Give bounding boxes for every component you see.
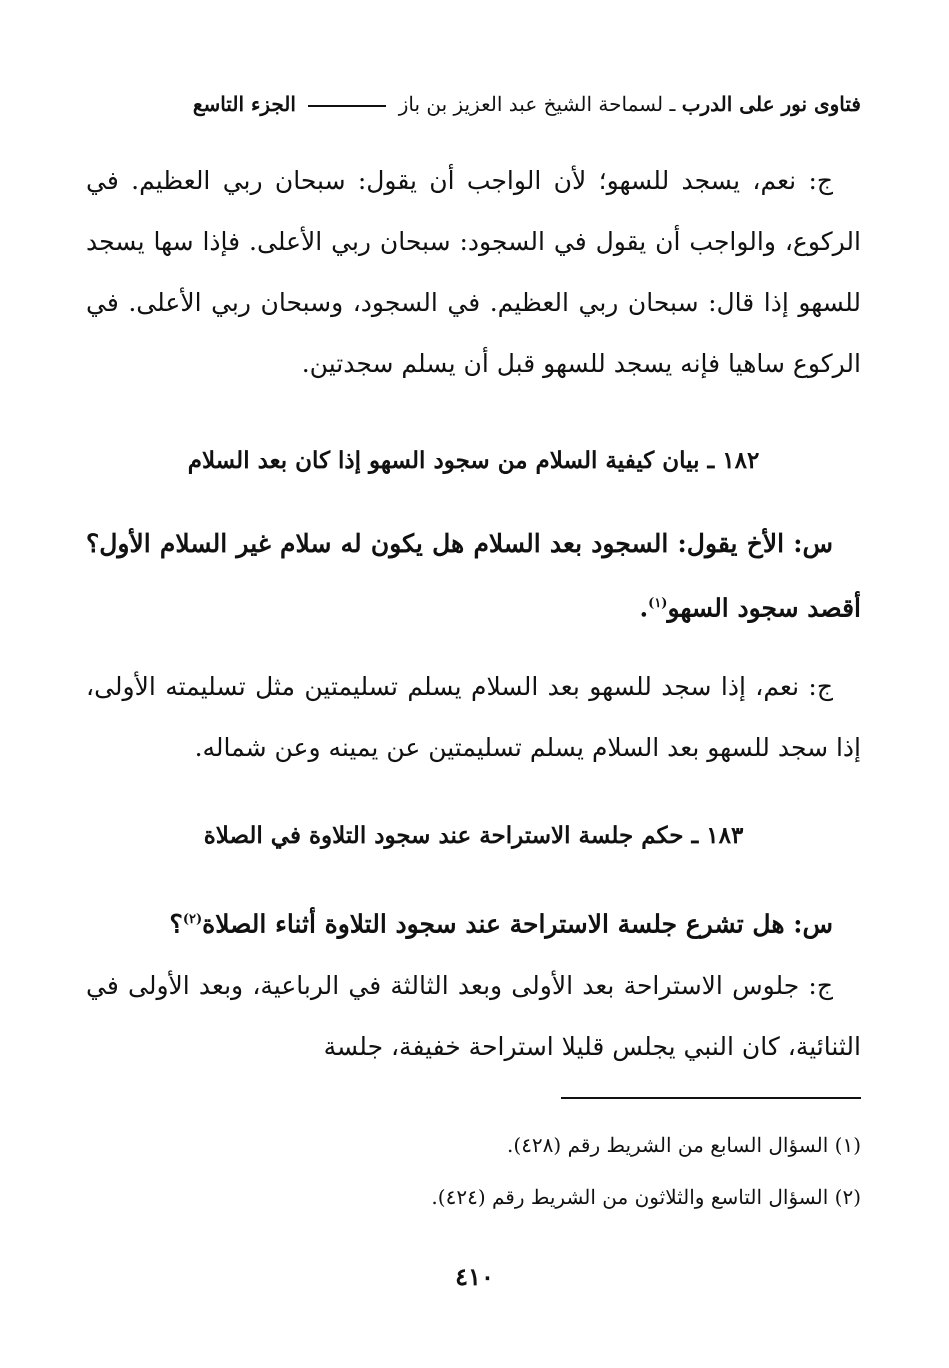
- book-title: فتاوى نور على الدرب: [681, 92, 861, 116]
- section-183-answer: ج: جلوس الاستراحة بعد الأولى وبعد الثالثة في الرباعية، وبعد الأولى في الثنائية، كان النبي يجلس قليلا استراحة خفيفة، جلسة: [86, 971, 861, 1061]
- section-183-question-block: [86, 890, 861, 954]
- section-182-question-block: [86, 514, 861, 638]
- section-182-heading-block: [86, 447, 861, 474]
- section-183-heading: ١٨٣ ـ حكم جلسة الاستراحة عند سجود التلاوة في الصلاة: [203, 822, 744, 849]
- section-182-answer-block: [86, 656, 861, 778]
- author-line: ـ لسماحة الشيخ عبد العزيز بن باز: [398, 92, 676, 116]
- section-183-heading-block: [86, 822, 861, 849]
- answer-1-paragraph: ج: نعم، يسجد للسهو؛ لأن الواجب أن يقول: سبحان ربي العظيم. في الركوع، والواجب أن يقول في السجود: سبحان ربي الأعلى. فإذا سها يسجد للسهو إذا قال: سبحان ربي العظيم. في السجود، وسبحان ربي الأعلى. في الركوع ساهيا فإنه يسجد للسهو قبل أن يسلم سجدتين.: [86, 166, 861, 378]
- footnote-separator: [561, 1097, 861, 1099]
- running-header: [86, 92, 861, 116]
- footnote-ref-2: (٢): [182, 912, 203, 927]
- footnote-1: (١) السؤال السابع من الشريط رقم (٤٢٨).: [507, 1133, 861, 1157]
- section-182-question: س: الأخ يقول: السجود بعد السلام هل يكون له سلام غير السلام الأول؟ أقصد سجود السهو$^{(١)}$.: [86, 529, 861, 623]
- footnote-2: (٢) السؤال التاسع والثلاثون من الشريط رقم (٤٢٤).: [431, 1185, 861, 1209]
- answer-1-block: [86, 150, 861, 394]
- footnote-ref-1: (١): [648, 596, 668, 611]
- section-183-answer-block: [86, 955, 861, 1077]
- header-dash: [308, 105, 386, 107]
- section-183-question: س: هل تشرع جلسة الاستراحة عند سجود التلاوة أثناء الصلاة$^{(٢)}$؟: [169, 909, 833, 939]
- section-182-heading: ١٨٢ ـ بيان كيفية السلام من سجود السهو إذا كان بعد السلام: [187, 447, 760, 474]
- page-number: ٤١٠: [455, 1262, 494, 1291]
- volume-label: الجزء التاسع: [192, 92, 296, 116]
- section-182-answer: ج: نعم، إذا سجد للسهو بعد السلام يسلم تسليمتين مثل تسليمته الأولى، إذا سجد للسهو بعد السلام يسلم تسليمتين عن يمينه وعن شماله.: [86, 672, 861, 762]
